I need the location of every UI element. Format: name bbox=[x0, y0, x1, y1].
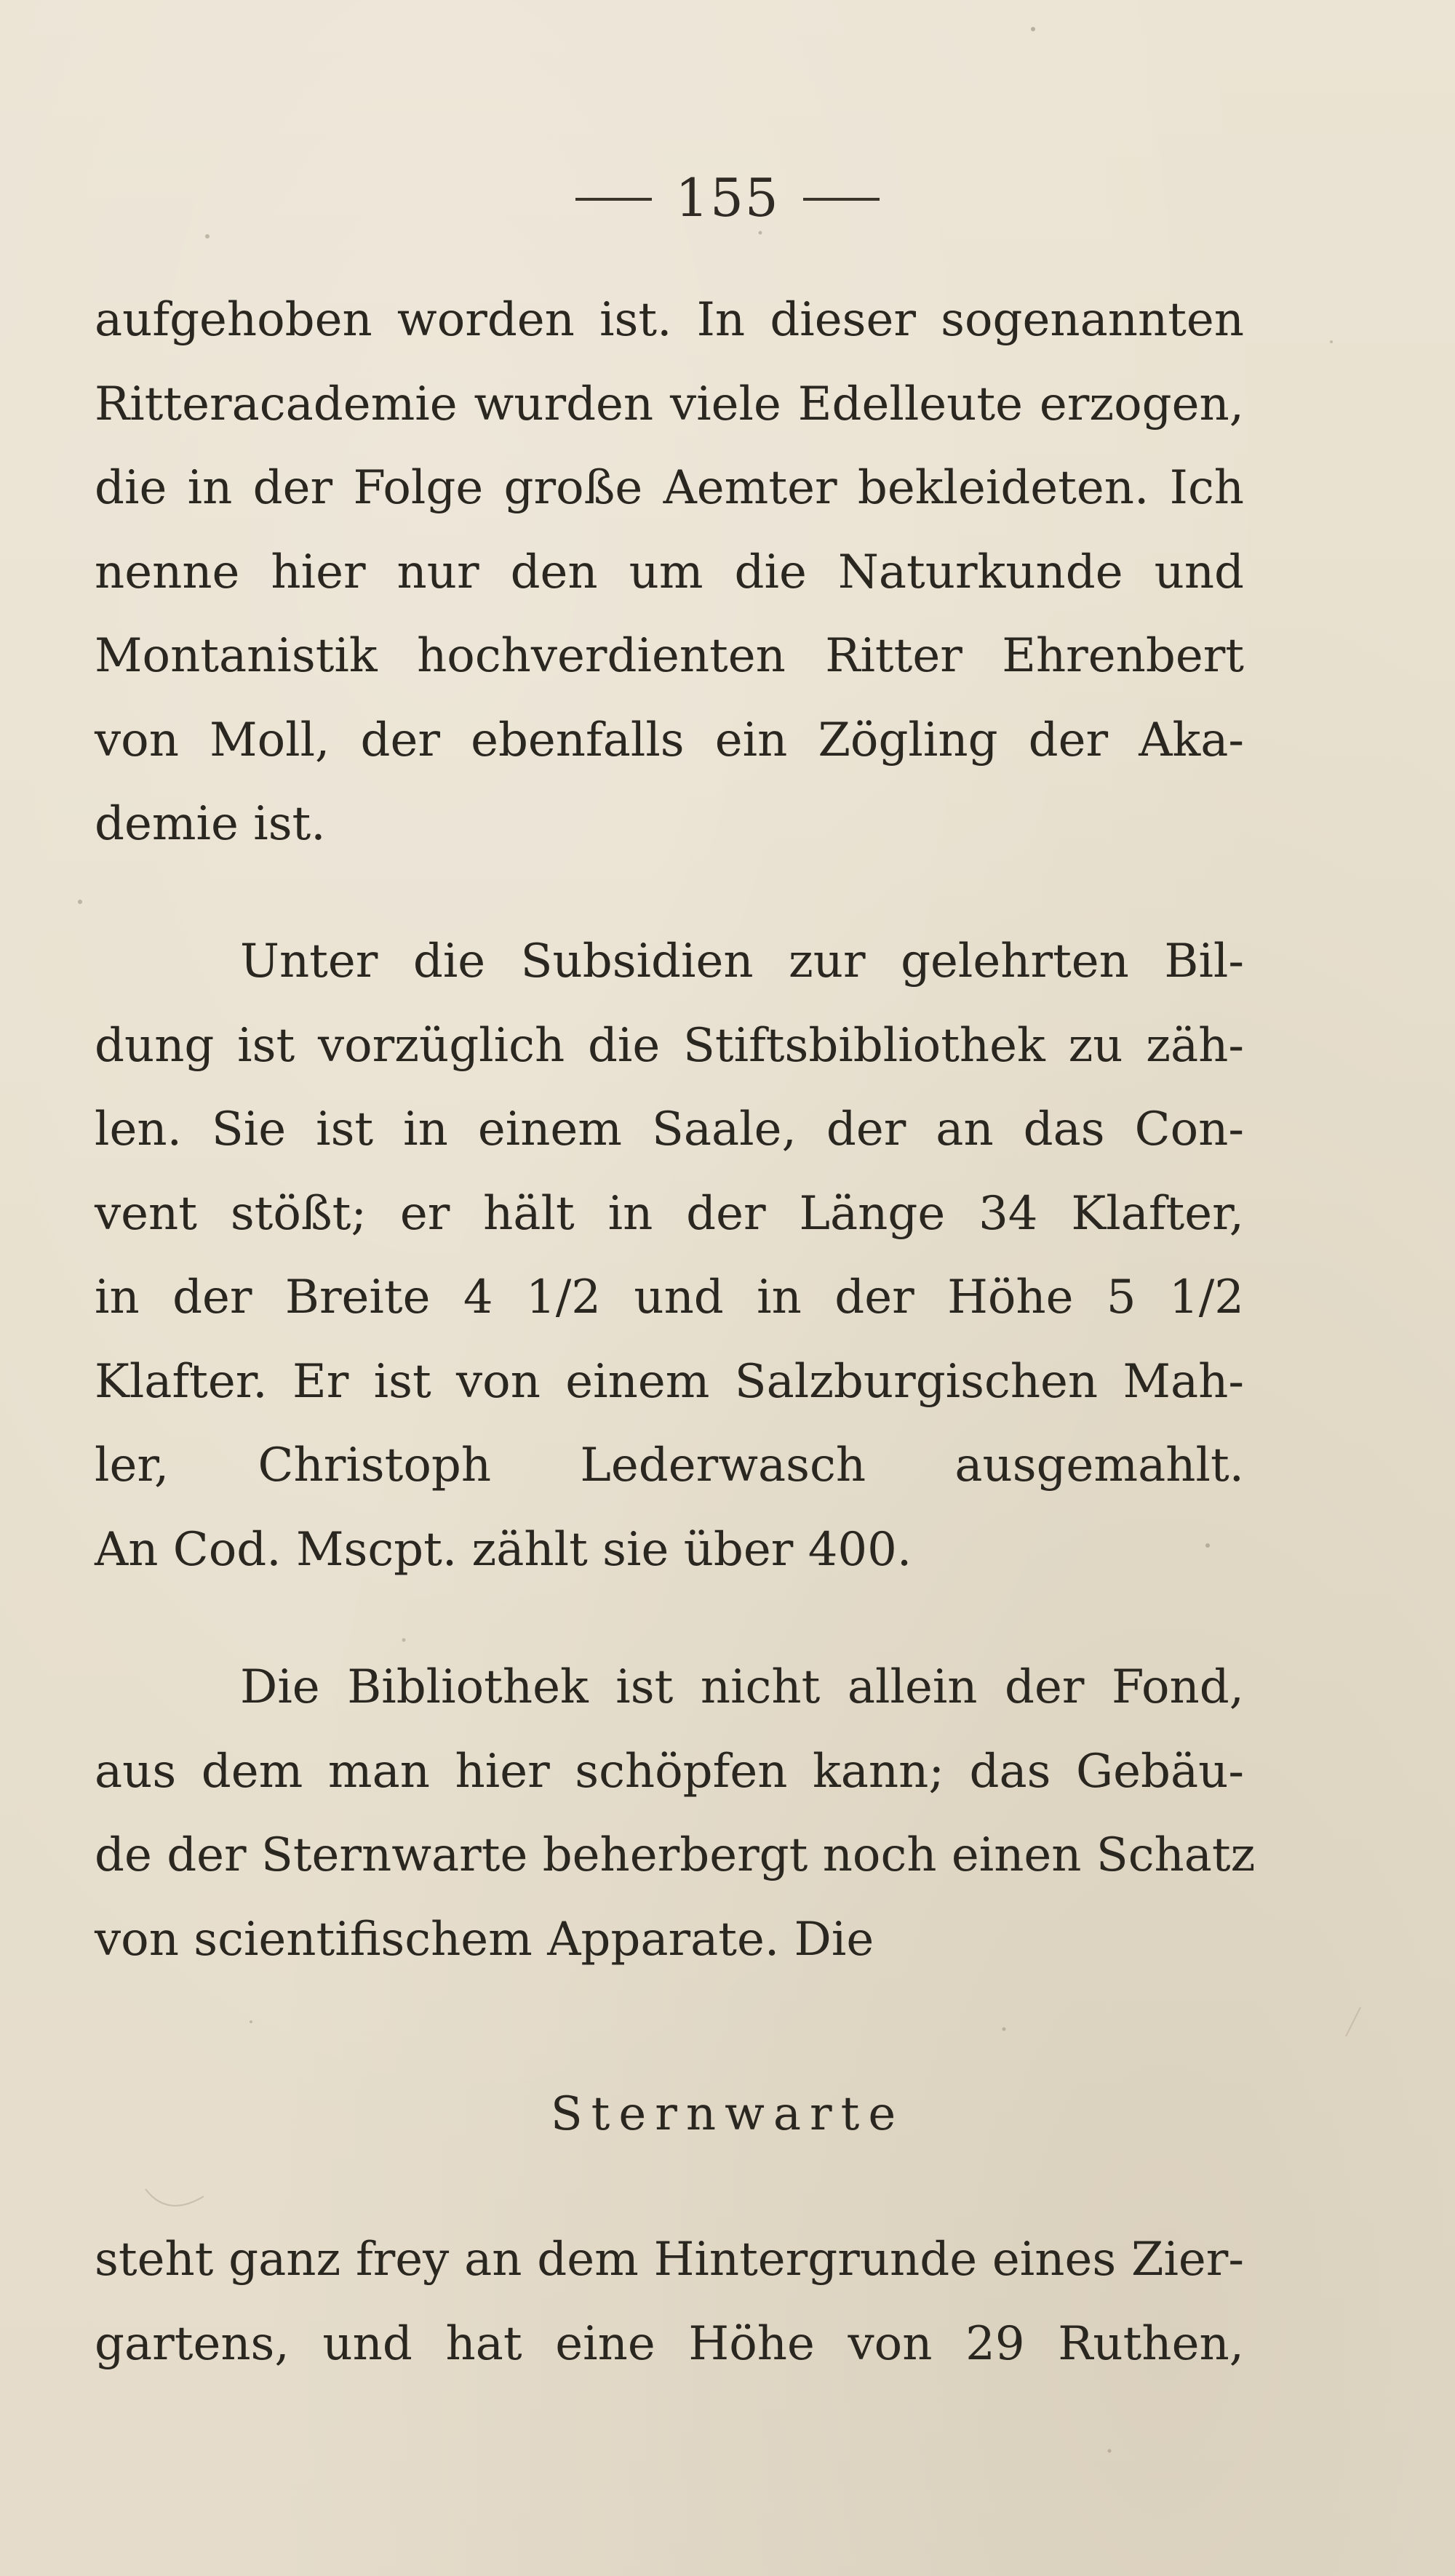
text-line: steht ganz frey an dem Hintergrunde eines Zier- bbox=[95, 2233, 1244, 2287]
text-line: demie ist. bbox=[95, 797, 326, 851]
text-line: dung ist vorzüglich die Stiftsbibliothek zu zäh- bbox=[95, 1018, 1244, 1073]
paragraph-3 bbox=[95, 1646, 1256, 1982]
text-line: An Cod. Mscpt. zählt sie über 400. bbox=[95, 1522, 912, 1577]
text-line: aus dem man hier schöpfen kann; das Gebäu- bbox=[95, 1744, 1244, 1799]
text-line: Die Bibliothek ist nicht allein der Fond, bbox=[240, 1660, 1244, 1714]
text-line: len. Sie ist in einem Saale, der an das Con- bbox=[95, 1103, 1244, 1156]
text-line: Unter die Subsidien zur gelehrten Bil- bbox=[240, 935, 1244, 988]
section-heading: Sternwarte bbox=[550, 2087, 905, 2141]
paragraph-4 bbox=[95, 2218, 1244, 2386]
paragraph-1 bbox=[95, 279, 1244, 867]
left-dash bbox=[575, 198, 652, 201]
text-line: aufgehoben worden ist. In dieser sogenannten bbox=[95, 293, 1244, 347]
text-line: von Moll, der ebenfalls ein Zögling der Aka- bbox=[95, 713, 1244, 767]
text-line: Klafter. Er ist von einem Salzburgischen Mah- bbox=[95, 1354, 1244, 1409]
page-number: 155 bbox=[675, 167, 780, 228]
paragraph-2 bbox=[95, 920, 1244, 1592]
text-line: de der Sternwarte beherbergt noch einen Schatz bbox=[95, 1828, 1256, 1882]
text-line: vent stößt; er hält in der Länge 34 Klafter, bbox=[95, 1186, 1244, 1241]
text-line: ler, Christoph Lederwasch ausgemahlt. bbox=[95, 1439, 1244, 1492]
text-line: Montanistik hochverdienten Ritter Ehrenbert bbox=[95, 629, 1244, 683]
text-line: nenne hier nur den um die Naturkunde und bbox=[95, 545, 1244, 599]
page-number-header bbox=[0, 167, 1455, 228]
right-dash bbox=[803, 198, 880, 201]
text-line: gartens, und hat eine Höhe von 29 Ruthen, bbox=[95, 2316, 1244, 2371]
text-line: in der Breite 4 1/2 und in der Höhe 5 1/2 bbox=[95, 1271, 1244, 1324]
text-line: die in der Folge große Aemter bekleideten. Ich bbox=[95, 461, 1244, 515]
text-line: von scientifischem Apparate. Die bbox=[95, 1912, 874, 1967]
text-line: Ritteracademie wurden viele Edelleute erzogen, bbox=[95, 377, 1244, 431]
